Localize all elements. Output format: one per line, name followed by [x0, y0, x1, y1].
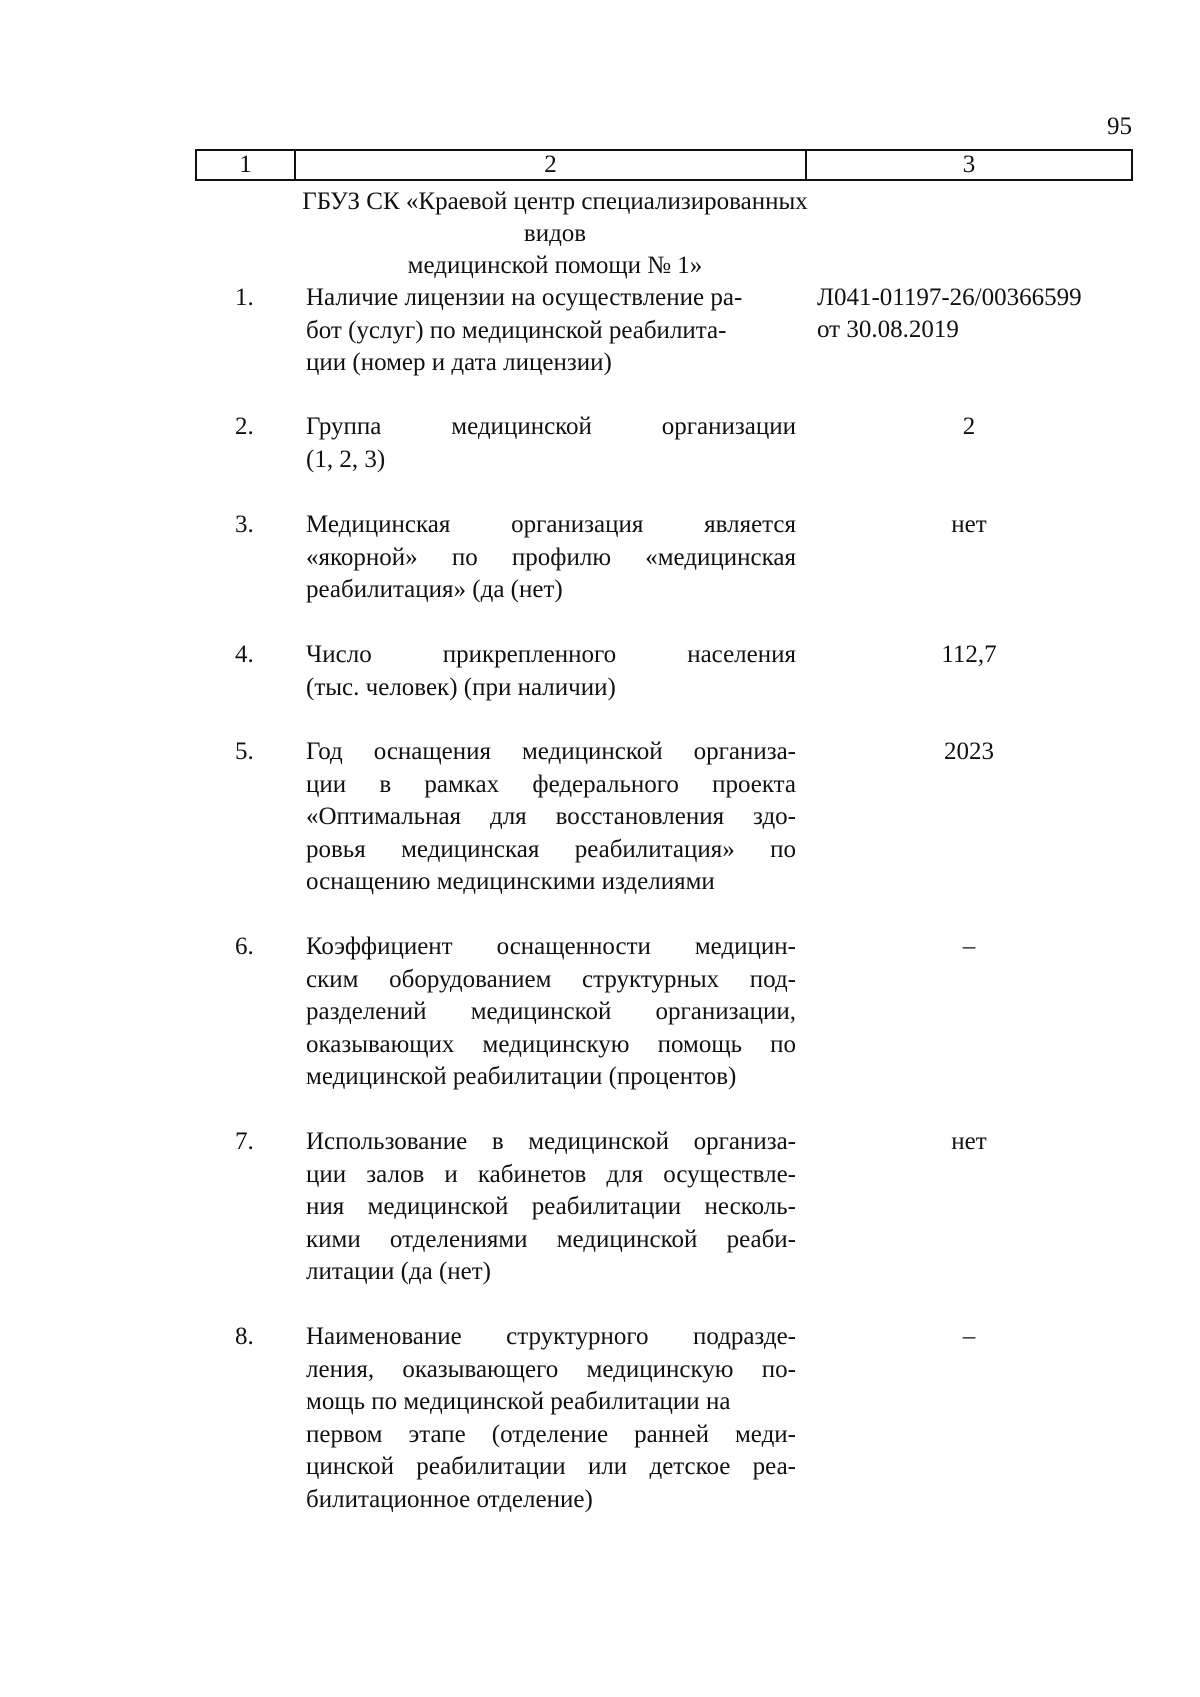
row-text-line: реабилитация» (да (нет) — [306, 576, 563, 603]
row-text-line: медицинской реабилитации (процентов) — [306, 1063, 737, 1090]
column-header-row — [195, 149, 1133, 181]
row-text-line: оснащению медицинскими изделиями — [306, 868, 715, 895]
row-value-line: – — [962, 933, 976, 960]
row-parameter-text — [306, 411, 796, 476]
row-number: 4. — [235, 641, 254, 668]
row-parameter-text — [306, 509, 796, 607]
row-value — [808, 1126, 1130, 1158]
row-text-line: Наличие лицензии на осуществление ра- — [306, 284, 743, 311]
row-number: 7. — [235, 1128, 254, 1155]
row-number: 1. — [235, 284, 254, 311]
row-text-line: ровья медицинская реабилитация» по — [306, 835, 796, 863]
row-value — [808, 931, 1130, 963]
row-text-line: литации (да (нет) — [306, 1258, 492, 1285]
column-header-3: 3 — [962, 151, 976, 178]
row-value — [808, 736, 1130, 768]
row-value — [808, 1321, 1130, 1353]
row-text-line: «Оптимальная для восстановления здо- — [306, 803, 796, 830]
row-text-line: Коэффициент оснащенности медицин- — [306, 933, 796, 960]
row-parameter-text — [306, 1126, 796, 1289]
row-parameter-text — [306, 282, 796, 380]
row-text-line: Год оснащения медицинской организа- — [306, 738, 796, 765]
row-text-line: разделений медицинской организации, — [306, 998, 796, 1025]
row-text-line: цинской реабилитации или детское реа- — [306, 1453, 796, 1480]
row-text-line: мощь по медицинской реабилитации на — [306, 1388, 731, 1415]
row-value-line: от 30.08.2019 — [817, 316, 959, 343]
row-text-line: Число прикрепленного населения — [306, 641, 796, 668]
row-text-line: ния медицинской реабилитации несколь- — [306, 1193, 796, 1220]
row-text-line: ции в рамках федерального проекта — [306, 770, 796, 798]
row-text-line: Группа медицинской организации — [306, 413, 796, 440]
row-value-line: Л041-01197-26/00366599 — [817, 284, 1082, 311]
row-value-line: нет — [951, 511, 987, 538]
row-value-line: нет — [951, 1128, 987, 1155]
row-text-line: оказывающих медицинскую помощь по — [306, 1030, 796, 1058]
organization-title — [300, 186, 810, 282]
row-text-line: Наименование структурного подразде- — [306, 1323, 796, 1350]
row-number: 8. — [235, 1323, 254, 1350]
row-number: 5. — [235, 738, 254, 765]
row-text-line: (тыс. человек) (при наличии) — [306, 673, 616, 701]
row-number: 6. — [235, 933, 254, 960]
row-text-line: ления, оказывающего медицинскую по- — [306, 1355, 796, 1383]
row-text-line: ским оборудованием структурных под- — [306, 965, 796, 993]
row-value-line: 112,7 — [941, 641, 997, 668]
page-number: 95 — [1107, 113, 1132, 140]
row-text-line: ции залов и кабинетов для осуществле- — [306, 1160, 796, 1188]
row-text-line: кими отделениями медицинской реаби- — [306, 1225, 796, 1253]
row-value — [808, 411, 1130, 443]
organization-title-line: ГБУЗ СК «Краевой центр специализированных видов — [302, 188, 808, 247]
column-header-1: 1 — [197, 151, 296, 179]
row-parameter-text — [306, 931, 796, 1094]
row-text-line: первом этапе (отделение ранней меди- — [306, 1420, 796, 1448]
row-value — [808, 639, 1130, 671]
row-text-line: (1, 2, 3) — [306, 445, 386, 473]
row-value — [808, 509, 1130, 541]
row-value — [817, 282, 1137, 346]
row-text-line: Медицинская организация является — [306, 511, 796, 538]
organization-title-line: медицинской помощи № 1» — [407, 252, 703, 279]
row-text-line: ции (номер и дата лицензии) — [306, 349, 612, 376]
row-value-line: 2023 — [944, 738, 994, 765]
row-number: 3. — [235, 511, 254, 538]
row-value-line: – — [962, 1323, 976, 1350]
row-parameter-text — [306, 1321, 796, 1516]
row-number: 2. — [235, 413, 254, 440]
row-parameter-text — [306, 639, 796, 704]
column-header-2: 2 — [296, 151, 807, 179]
row-text-line: «якорной» по профилю «медицинская — [306, 543, 796, 571]
row-text-line: билитационное отделение) — [306, 1485, 593, 1513]
row-value-line: 2 — [962, 413, 976, 440]
row-text-line: Использование в медицинской организа- — [306, 1128, 796, 1155]
row-parameter-text — [306, 736, 796, 899]
row-text-line: бот (услуг) по медицинской реабилита- — [306, 316, 727, 344]
